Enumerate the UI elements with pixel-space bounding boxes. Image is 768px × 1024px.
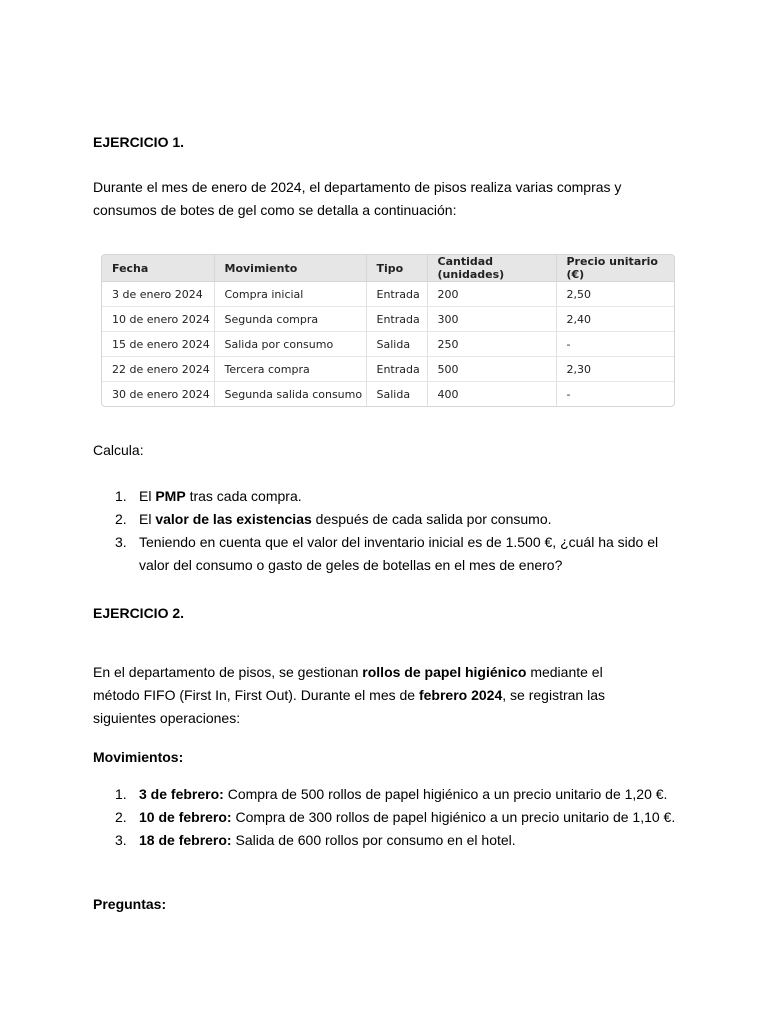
movimientos-label: Movimientos: [93,749,184,765]
column-header: Precio unitario (€) [556,255,674,282]
list-item: 3. Teniendo en cuenta que el valor del inventario inicial es de 1.500 €, ¿cuál ha sido el valor del consumo o gasto de geles de botellas en el mes de enero? [115,534,659,573]
exercise-1-title: EJERCICIO 1. [93,134,185,150]
table-cell: 22 de enero 2024 [102,357,214,382]
list-item: 1. El PMP tras cada compra. [115,488,302,504]
table-cell: Segunda salida consumo [214,382,366,407]
exercise-2-title: EJERCICIO 2. [93,605,185,621]
table-cell: 250 [427,332,556,357]
table-cell: Compra inicial [214,282,366,307]
list-item: 2. El valor de las existencias después de cada salida por consumo. [115,511,552,527]
table-cell: Tercera compra [214,357,366,382]
list-item: 1. 3 de febrero: Compra de 500 rollos de papel higiénico a un precio unitario de 1,20 €. [115,786,668,802]
table-cell: Salida [366,382,427,407]
column-header: Movimiento [214,255,366,282]
exercise-1-questions [93,485,683,577]
table-cell: 300 [427,307,556,332]
list-item: 2. 10 de febrero: Compra de 300 rollos de papel higiénico a un precio unitario de 1,10 €. [115,809,676,825]
table-row [102,382,674,407]
column-header: Cantidad (unidades) [427,255,556,282]
table-cell: 2,40 [556,307,674,332]
table-cell: Salida [366,332,427,357]
table-cell: 10 de enero 2024 [102,307,214,332]
exercise-1-intro: Durante el mes de enero de 2024, el departamento de pisos realiza varias compras y consumos de botes de gel como se detalla a continuación: [93,179,622,218]
movements-list [93,783,683,852]
column-header: Tipo [366,255,427,282]
preguntas-label: Preguntas: [93,896,167,912]
exercise-2-intro: En el departamento de pisos, se gestionan rollos de papel higiénico mediante el método FIFO (First In, First Out). Durante el mes de febrero 2024, se registran las siguientes operaciones: [93,664,605,726]
table-row [102,332,674,357]
table-cell: 15 de enero 2024 [102,332,214,357]
table-header-row [102,255,674,282]
table-row [102,282,674,307]
column-header: Fecha [102,255,214,282]
table-cell: 200 [427,282,556,307]
table-cell: Salida por consumo [214,332,366,357]
table-cell: 500 [427,357,556,382]
table-row [102,307,674,332]
table-cell: - [556,332,674,357]
table-cell: 2,50 [556,282,674,307]
table-cell: 3 de enero 2024 [102,282,214,307]
table-cell: 2,30 [556,357,674,382]
table-cell: Entrada [366,282,427,307]
table-cell: Segunda compra [214,307,366,332]
table-cell: - [566,387,571,401]
table-cell: 400 [427,382,556,407]
table-cell: 30 de enero 2024 [102,382,214,407]
movements-table [101,254,675,407]
calcula-label: Calcula: [93,442,144,458]
table-row [102,357,674,382]
table-cell: Entrada [366,357,427,382]
list-item: 3. 18 de febrero: Salida de 600 rollos por consumo en el hotel. [115,832,516,848]
table-cell: Entrada [366,307,427,332]
